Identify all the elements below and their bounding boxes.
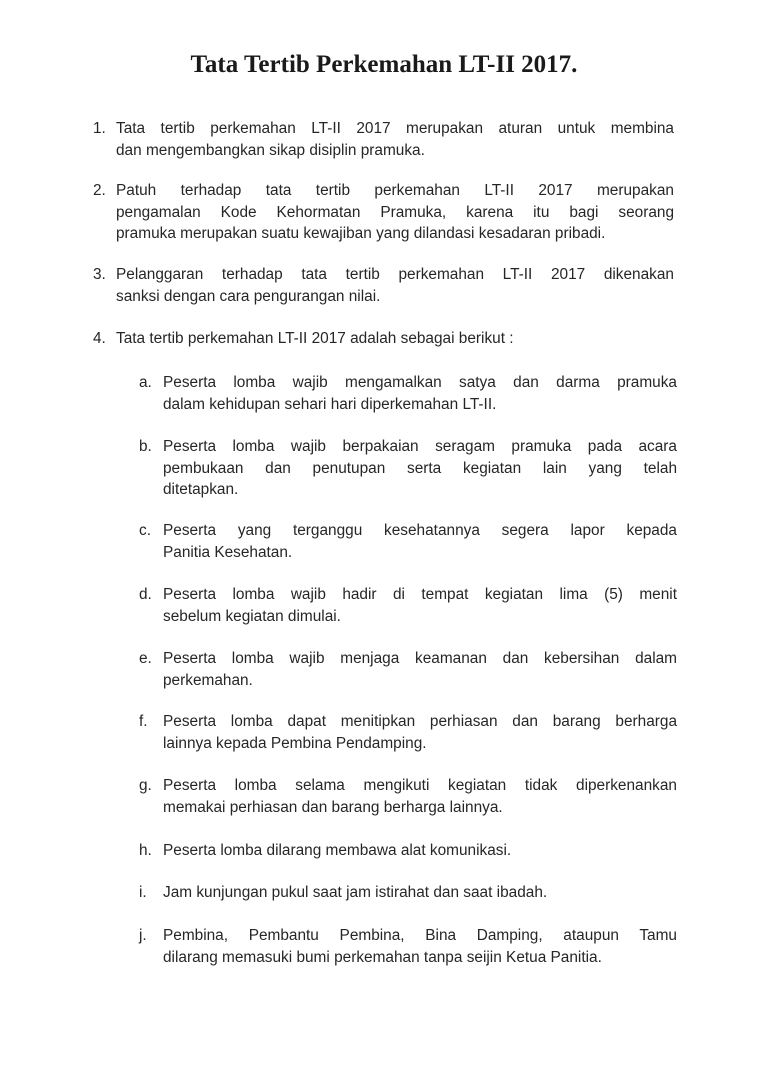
- text-line: Patuh terhadap tata tertib perkemahan LT-II 2017 merupakan: [116, 182, 674, 199]
- sub-text: [163, 584, 677, 627]
- list-text: [116, 180, 674, 245]
- text-line: dan mengembangkan sikap disiplin pramuka.: [116, 141, 425, 159]
- sub-text: [163, 840, 677, 862]
- list-text: [116, 328, 674, 350]
- document-title: Tata Tertib Perkemahan LT-II 2017.: [190, 51, 578, 78]
- sub-text: [163, 648, 677, 691]
- text-line: pengamalan Kode Kehormatan Pramuka, karena itu bagi seorang: [116, 203, 674, 221]
- text-line: Peserta lomba wajib mengamalkan satya dan darma pramuka: [163, 374, 677, 391]
- sub-letter: j.: [139, 927, 147, 944]
- text-line: perkemahan.: [163, 671, 253, 689]
- sub-text: [163, 882, 677, 904]
- sub-letter: i.: [139, 884, 147, 901]
- sub-text: [163, 925, 677, 968]
- text-line: Pembina, Pembantu Pembina, Bina Damping, ataupun Tamu: [163, 927, 677, 944]
- list-number: 2.: [93, 182, 106, 199]
- sub-letter: g.: [139, 777, 152, 794]
- list-text: [116, 118, 674, 161]
- text-line: ditetapkan.: [163, 481, 239, 498]
- text-line: pramuka merupakan suatu kewajiban yang dilandasi kesadaran pribadi.: [116, 225, 606, 242]
- sub-text: [163, 711, 677, 754]
- text-line: Panitia Kesehatan.: [163, 543, 293, 561]
- text-line: dilarang memasuki bumi perkemahan tanpa seijin Ketua Panitia.: [163, 948, 602, 966]
- text-line: lainnya kepada Pembina Pendamping.: [163, 734, 427, 752]
- sub-letter: f.: [139, 713, 148, 730]
- text-line: Peserta yang terganggu kesehatannya segera lapor kepada: [163, 522, 677, 539]
- text-line: sebelum kegiatan dimulai.: [163, 607, 341, 625]
- sub-text: [163, 436, 677, 501]
- text-line: dalam kehidupan sehari hari diperkemahan LT-II.: [163, 395, 497, 413]
- sub-letter: d.: [139, 586, 152, 603]
- list-text: [116, 264, 674, 307]
- text-line: sanksi dengan cara pengurangan nilai.: [116, 287, 381, 305]
- sub-text: [163, 372, 677, 415]
- sub-letter: h.: [139, 842, 152, 859]
- list-number: 3.: [93, 266, 106, 283]
- text-line: Peserta lomba wajib berpakaian seragam pramuka pada acara: [163, 438, 677, 455]
- text-line: Tata tertib perkemahan LT-II 2017 adalah sebagai berikut :: [116, 330, 514, 347]
- text-line: Jam kunjungan pukul saat jam istirahat dan saat ibadah.: [163, 884, 548, 901]
- sub-letter: b.: [139, 438, 152, 455]
- text-line: Peserta lomba dilarang membawa alat komunikasi.: [163, 842, 512, 859]
- text-line: Peserta lomba wajib menjaga keamanan dan kebersihan dalam: [163, 650, 677, 667]
- list-number: 1.: [93, 120, 106, 137]
- sub-text: [163, 520, 677, 563]
- text-line: Tata tertib perkemahan LT-II 2017 merupakan aturan untuk membina: [116, 120, 674, 137]
- text-line: memakai perhiasan dan barang berharga lainnya.: [163, 798, 503, 816]
- sub-letter: a.: [139, 374, 152, 391]
- text-line: pembukaan dan penutupan serta kegiatan lain yang telah: [163, 459, 677, 477]
- list-number: 4.: [93, 330, 106, 347]
- sub-letter: e.: [139, 650, 152, 667]
- sub-letter: c.: [139, 522, 151, 539]
- text-line: Peserta lomba wajib hadir di tempat kegiatan lima (5) menit: [163, 586, 677, 603]
- text-line: Pelanggaran terhadap tata tertib perkemahan LT-II 2017 dikenakan: [116, 266, 674, 283]
- text-line: Peserta lomba dapat menitipkan perhiasan dan barang berharga: [163, 713, 677, 730]
- text-line: Peserta lomba selama mengikuti kegiatan tidak diperkenankan: [163, 777, 677, 794]
- sub-text: [163, 775, 677, 818]
